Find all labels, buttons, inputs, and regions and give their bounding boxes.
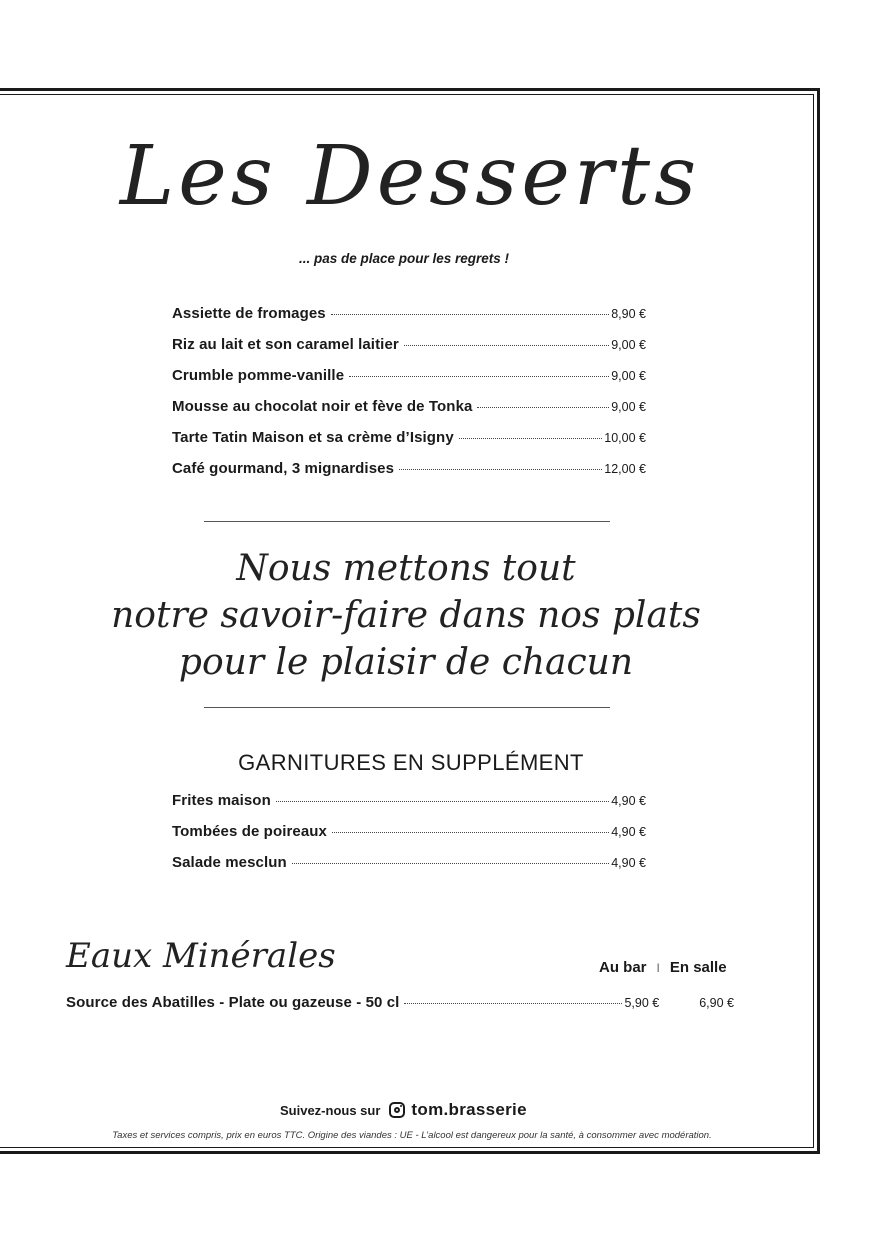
divider-top (204, 521, 610, 522)
item-name: Assiette de fromages (172, 305, 326, 322)
item-name: Salade mesclun (172, 854, 287, 871)
item-name: Tombées de poireaux (172, 823, 327, 840)
item-name: Café gourmand, 3 mignardises (172, 460, 395, 477)
dot-leader (349, 376, 609, 377)
quote-line-3: pour le plaisir de chacun (178, 642, 634, 683)
item-price: 9,00 € (611, 400, 646, 414)
dot-leader (292, 863, 609, 864)
waters-title: Eaux Minérales (66, 936, 336, 976)
item-price-bar: 5,90 € (624, 996, 660, 1010)
desserts-list (172, 305, 646, 491)
menu-item (172, 305, 646, 336)
menu-item (172, 460, 646, 491)
item-name: Crumble pomme-vanille (172, 367, 345, 384)
item-price: 4,90 € (611, 794, 646, 808)
sides-list (172, 792, 646, 885)
item-price: 4,90 € (611, 825, 646, 839)
item-price: 9,00 € (611, 369, 646, 383)
social-follow (280, 1100, 527, 1120)
dot-leader (404, 345, 609, 346)
footer-legal-note: Taxes et services compris, prix en euros TTC. Origine des viandes : UE - L’alcool est dangereux pour la santé, à consommer avec modération. (112, 1130, 712, 1141)
column-header-room: En salle (669, 959, 727, 976)
dot-leader (332, 832, 609, 833)
menu-item (66, 994, 734, 1011)
item-price-room: 6,90 € (699, 996, 734, 1010)
item-price: 9,00 € (611, 338, 646, 352)
sides-title: GARNITURES EN SUPPLÉMENT (238, 750, 584, 775)
dot-leader (404, 1003, 622, 1004)
follow-label: Suivez-nous sur (280, 1102, 381, 1118)
menu-item (172, 854, 646, 885)
quote-line-2: notre savoir-faire dans nos plats (111, 595, 701, 636)
item-name: Mousse au chocolat noir et fève de Tonka (172, 398, 473, 415)
waters-column-headers (599, 959, 727, 976)
dot-leader (276, 801, 609, 802)
dot-leader (399, 469, 602, 470)
menu-item (172, 367, 646, 398)
item-name: Riz au lait et son caramel laitier (172, 336, 399, 353)
page-title: Les Desserts (119, 129, 701, 224)
instagram-icon (389, 1102, 405, 1118)
instagram-handle[interactable]: tom.brasserie (411, 1100, 527, 1119)
item-price: 4,90 € (611, 856, 646, 870)
dot-leader (331, 314, 610, 315)
dot-leader (459, 438, 603, 439)
menu-item (172, 336, 646, 367)
item-price: 12,00 € (604, 462, 646, 476)
menu-item (172, 429, 646, 460)
quote-line-1: Nous mettons tout (236, 548, 576, 589)
item-name: Tarte Tatin Maison et sa crème d’Isigny (172, 429, 454, 446)
item-price: 8,90 € (611, 307, 646, 321)
page-subtitle: ... pas de place pour les regrets ! (298, 251, 510, 266)
divider-bottom (204, 707, 610, 708)
menu-item (172, 792, 646, 823)
menu-item (172, 823, 646, 854)
column-header-bar: Au bar (599, 959, 647, 976)
column-separator: I (656, 960, 660, 975)
item-name: Frites maison (172, 792, 271, 809)
menu-item (172, 398, 646, 429)
item-price: 10,00 € (604, 431, 646, 445)
dot-leader (477, 407, 609, 408)
item-name: Source des Abatilles - Plate ou gazeuse - 50 cl (66, 994, 400, 1011)
